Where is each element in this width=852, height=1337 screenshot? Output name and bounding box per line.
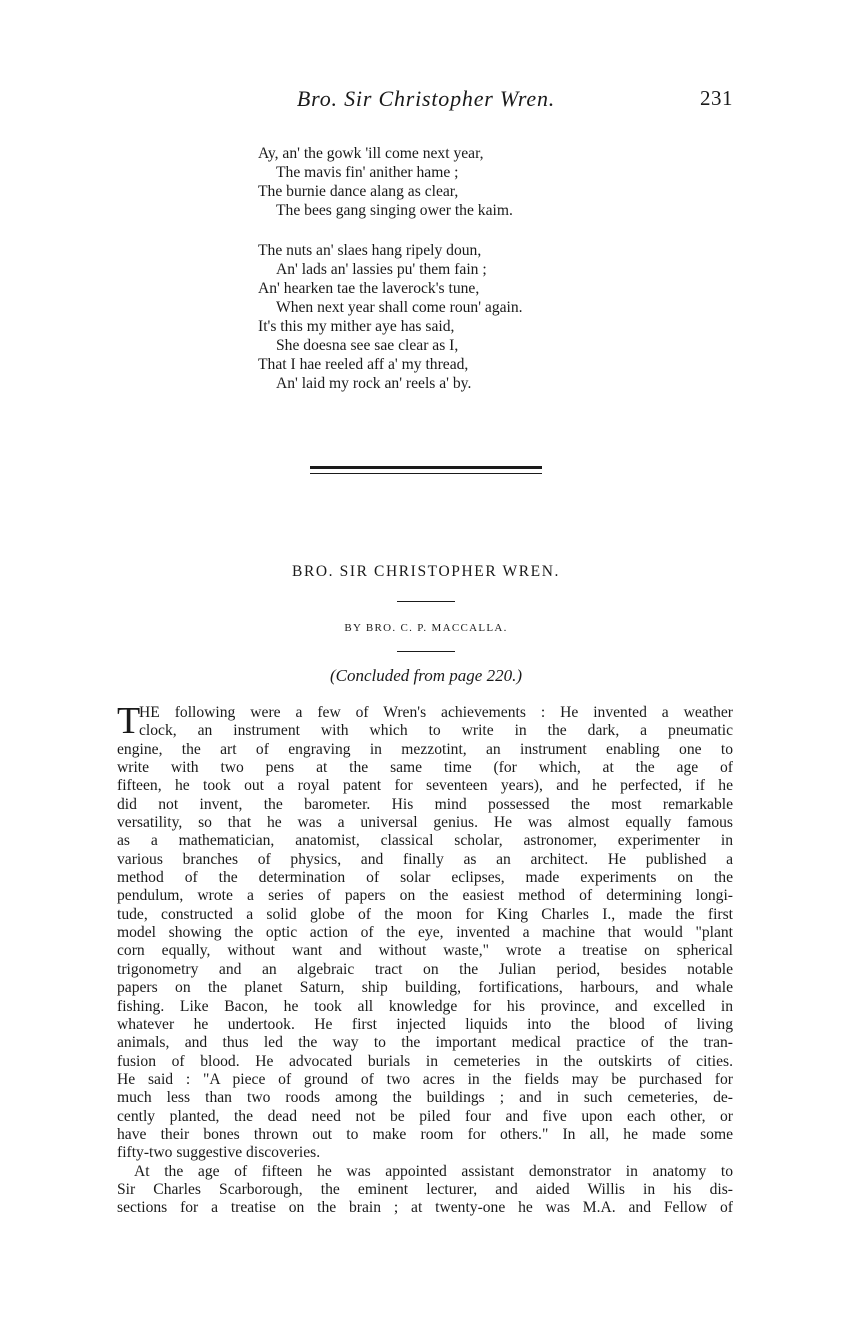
section-divider-rule <box>310 466 542 474</box>
poem-line: An' laid my rock an' reels a' by. <box>276 375 472 392</box>
body-text-line: much less than two roods among the buildings ; and in such cemeteries, de- <box>117 1089 733 1107</box>
poem-line: An' lads an' lassies pu' them fain ; <box>276 261 487 278</box>
body-text-line: sections for a treatise on the brain ; at twenty-one he was M.A. and Fellow of <box>117 1199 733 1217</box>
body-text-line: write with two pens at the same time (for which, at the age of <box>117 759 733 777</box>
body-text-line: pendulum, wrote a series of papers on the easiest method of determining longi- <box>117 887 733 905</box>
poem-stanza-2 <box>258 241 678 393</box>
body-text-line: method of the determination of solar eclipses, made experiments on the <box>117 869 733 887</box>
body-text-line: At the age of fifteen he was appointed assistant demonstrator in anatomy to <box>134 1162 733 1180</box>
poem-line: An' hearken tae the laverock's tune, <box>258 280 480 297</box>
poem-line: She doesna see sae clear as I, <box>276 337 459 354</box>
body-text-line: trigonometry and an algebraic tract on the Julian period, besides notable <box>117 960 733 978</box>
body-text-line: fishing. Like Bacon, he took all knowledge for his province, and excelled in <box>117 997 733 1015</box>
poem-line: The burnie dance alang as clear, <box>258 183 459 200</box>
body-text-line: animals, and thus led the way to the important medical practice of the tran- <box>117 1034 733 1052</box>
body-text-line: whatever he undertook. He first injected liquids into the blood of living <box>117 1015 733 1033</box>
body-text-line: as a mathematician, anatomist, classical scholar, astronomer, experimenter in <box>117 832 733 850</box>
poem-line: The mavis fin' anither hame ; <box>276 164 459 181</box>
body-text-line: clock, an instrument with which to write in the dark, a pneumatic <box>139 722 733 740</box>
body-text-line: papers on the planet Saturn, ship building, fortifications, harbours, and whale <box>117 979 733 997</box>
article-title: BRO. SIR CHRISTOPHER WREN. <box>292 563 560 580</box>
body-text-line: He said : "A piece of ground of two acres in the fields may be purchased for <box>117 1070 733 1088</box>
byline-rule <box>397 651 455 652</box>
poem-line: The bees gang singing ower the kaim. <box>276 202 513 219</box>
body-text-line: did not invent, the barometer. His mind possessed the most remarkable <box>117 795 733 813</box>
article-body <box>117 700 733 1218</box>
poem-line: That I hae reeled aff a' my thread, <box>258 356 469 373</box>
page-number: 231 <box>700 86 733 110</box>
drop-cap: T <box>117 700 141 742</box>
body-text-line: corn equally, without want and without waste," wrote a treatise on spherical <box>117 942 733 960</box>
body-text-line: fifty-two suggestive discoveries. <box>117 1144 321 1162</box>
body-text-line: tude, constructed a solid globe of the moon for King Charles I., made the first <box>117 905 733 923</box>
poem-line: Ay, an' the gowk 'ill come next year, <box>258 145 484 162</box>
body-text-line: cently planted, the dead need not be piled four and five upon each other, or <box>117 1107 733 1125</box>
poem-stanza-1 <box>258 144 678 220</box>
body-text-line: engine, the art of engraving in mezzotint, an instrument enabling one to <box>117 740 733 758</box>
body-text-line: fifteen, he took out a royal patent for seventeen years), and he perfected, if he <box>117 777 733 795</box>
body-text-line: HE following were a few of Wren's achievements : He invented a weather <box>139 704 733 721</box>
running-title: Bro. Sir Christopher Wren. <box>296 86 556 111</box>
body-text-line: have their bones thrown out to make room for others." In all, he made some <box>117 1125 733 1143</box>
body-text-line: fusion of blood. He advocated burials in cemeteries in the outskirts of cities. <box>117 1052 733 1070</box>
continuation-note: (Concluded from page 220.) <box>329 666 522 685</box>
poem-line: It's this my mither aye has said, <box>258 318 455 335</box>
body-text-line: model showing the optic action of the eye, invented a machine that would "plant <box>117 924 733 942</box>
body-text-line: versatility, so that he was a universal genius. He was almost equally famous <box>117 814 733 832</box>
article-byline: BY BRO. C. P. MACCALLA. <box>344 622 508 634</box>
body-text-line: Sir Charles Scarborough, the eminent lecturer, and aided Willis in his dis- <box>117 1180 733 1198</box>
poem-line: The nuts an' slaes hang ripely doun, <box>258 242 482 259</box>
title-rule <box>397 601 455 602</box>
body-text-line: various branches of physics, and finally as an architect. He published a <box>117 850 733 868</box>
poem-line: When next year shall come roun' again. <box>276 299 523 316</box>
